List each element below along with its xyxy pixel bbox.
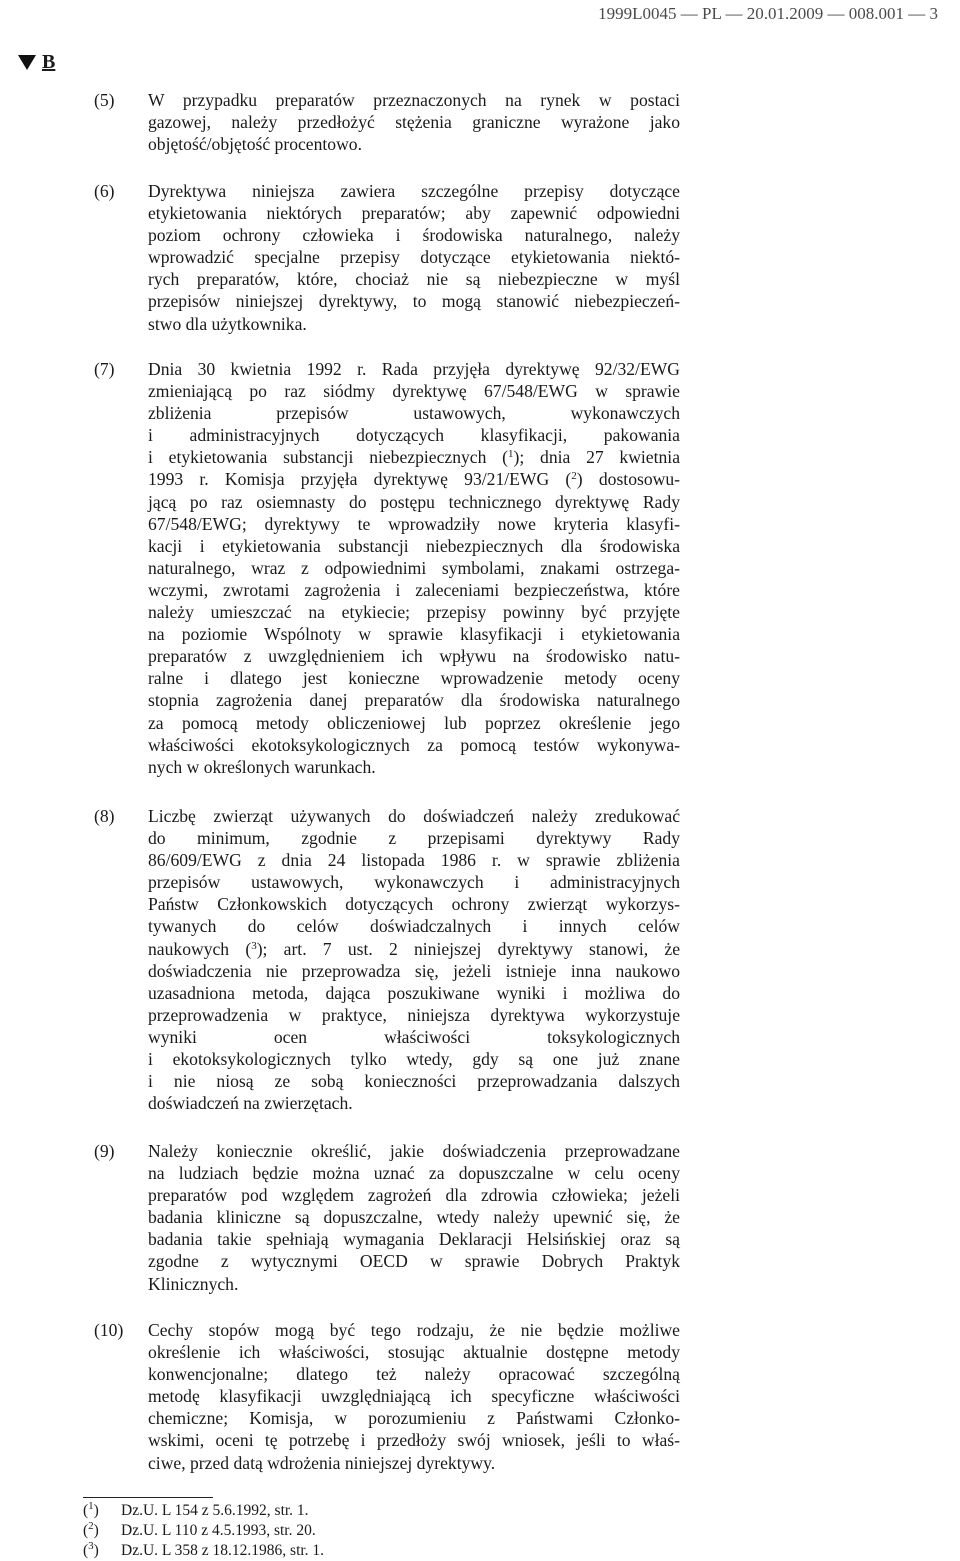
footnote-text: Dz.U. L 110 z 4.5.1993, str. 20. [121,1522,316,1539]
text-line: przepisów niniejszej dyrektywy, to mogą stanowić niebezpieczeń- [148,291,680,312]
text-fragment: ); dnia 27 kwietnia [513,447,680,468]
recital-text [148,89,680,155]
text-line: ciwe, przed datą wdrożenia niniejszej dyrektywy. [148,1452,496,1473]
text-line: 86/609/EWG z dnia 24 listopada 1986 r. w sprawie zbliżenia [148,850,680,871]
text-line: W przypadku preparatów przeznaczonych na rynek w postaci [148,90,680,110]
footnote-divider [83,1497,213,1498]
text-line: uzasadniona metoda, dająca poszukiwane wyniki i możliwa do [148,982,680,1003]
text-line: wprowadzić specjalne przepisy dotyczące etykietowania niektó- [148,247,680,268]
text-line: wyniki ocen właściwości toksykologicznych [148,1026,680,1047]
text-line: Liczbę zwierząt używanych do doświadczeń należy zredukować [148,806,680,826]
text-line: Państw Członkowskich dotyczących ochrony zwierząt wykorzys- [148,894,680,915]
recital-text [148,180,680,335]
text-line: tywanych do celów doświadczalnych i innych celów [148,916,680,937]
text-line: preparatów pod względem zagrożeń dla zdrowia człowieka; jeżeli [148,1185,680,1206]
text-line: wczymi, zwrotami zagrożenia i zaleceniami bezpieczeństwa, które [148,579,680,600]
text-line: na poziomie Wspólnoty w sprawie klasyfikacji i etykietowania [148,624,680,645]
text-fragment: i etykietowania substancji niebezpiecznych ( [148,447,509,468]
text-line: naturalnego, wraz z odpowiednimi symbolami, znakami ostrzega- [148,557,680,578]
recital-text [148,805,680,1114]
text-line: chemiczne; Komisja, w porozumieniu z Państwami Członko- [148,1408,680,1429]
text-line: poziom ochrony człowieka i środowiska naturalnego, należy [148,225,680,246]
text-line: etykietowania niektórych preparatów; aby zapewnić odpowiedni [148,203,680,224]
footnote-number: ($^3$) [83,1540,99,1559]
text-fragment: ) dostosowu- [576,469,681,490]
recital-9 [94,1140,680,1295]
text-line: na ludziach będzie można uznać za dopuszczalne w celu oceny [148,1163,680,1184]
amendment-marker [18,52,55,72]
text-line: 67/548/EWG; dyrektywy te wprowadziły nowe kryteria klasyfi- [148,513,680,534]
text-line: wskimi, oceni tę potrzebę i przedłoży swój wniosek, jeśli to właś- [148,1430,680,1451]
text-line: Należy koniecznie określić, jakie doświadczenia przeprowadzane [148,1141,680,1161]
recital-text [148,1140,680,1295]
text-line: Dnia 30 kwietnia 1992 r. Rada przyjęła dyrektywę 92/32/EWG [148,359,680,379]
text-line: Dyrektywa niniejsza zawiera szczególne przepisy dotyczące [148,181,680,201]
text-line: i nie niosą ze sobą konieczności przeprowadzania dalszych [148,1071,680,1092]
text-line: właściwości ekotoksykologicznych za pomocą testów wykonywa- [148,734,680,755]
document-reference-header: 1999L0045 — PL — 20.01.2009 — 008.001 — 3 [598,4,938,23]
text-line: ralne i dlatego jest konieczne wprowadzenie metody oceny [148,668,680,689]
text-line: zmieniającą po raz siódmy dyrektywę 67/548/EWG w sprawie [148,381,680,402]
footnote-item [83,1521,324,1541]
footnote-number: ($^1$) [83,1500,99,1519]
text-line: przeprowadzenia w praktyce, niniejsza dyrektywa wykorzystuje [148,1004,680,1025]
text-line: do minimum, zgodnie z przepisami dyrektywy Rady [148,828,680,849]
text-line: doświadczenia nie przeprowadza się, jeżeli istnieje inna naukowo [148,960,680,981]
text-line: przepisów ustawowych, wykonawczych i administracyjnych [148,872,680,893]
text-line: nych w określonych warunkach. [148,756,376,777]
text-line: rych preparatów, które, chociaż nie są niebezpieczne w myśl [148,269,680,290]
text-line: gazowej, należy przedłożyć stężenia graniczne wyrażone jako [148,112,680,133]
text-line: stwo dla użytkownika. [148,313,307,334]
recital-number: (9) [94,1141,115,1161]
recital-number: (5) [94,90,115,110]
recital-number: (8) [94,806,115,826]
text-line: za pomocą metody obliczeniowej lub poprzez określenie jego [148,712,680,733]
text-line: preparatów z uwzględnieniem ich wpływu na środowisko natu- [148,646,680,667]
amendment-letter-link[interactable]: B [42,51,56,73]
footnote-text: Dz.U. L 358 z 18.12.1986, str. 1. [121,1542,325,1559]
text-line: zgodne z wytycznymi OECD w sprawie Dobrych Praktyk [148,1251,680,1272]
text-line [148,446,680,468]
text-fragment: naukowych ( [148,938,252,959]
text-line: określenie ich właściwości, stosując aktualnie dostępne metody [148,1342,680,1363]
footnote-text: Dz.U. L 154 z 5.6.1992, str. 1. [121,1502,309,1519]
recital-number: (7) [94,359,115,379]
text-line: konwencjonalne; dlatego też należy opracować szczególną [148,1364,680,1385]
text-line: i administracyjnych dotyczących klasyfikacji, pakowania [148,425,680,446]
footnote-marker: 3 [88,1540,94,1552]
footnote-ref[interactable]: 3 [251,939,257,952]
text-line: zbliżenia przepisów ustawowych, wykonawczych [148,403,680,424]
footnote-ref[interactable]: 1 [508,448,514,461]
footnotes [83,1501,324,1561]
footnote-marker: 2 [88,1520,94,1532]
footnote-item [83,1541,324,1561]
text-line: stopnia zagrożenia danej preparatów dla środowiska naturalnego [148,690,680,711]
text-line: objętość/objętość procentowo. [148,134,363,155]
text-line: Klinicznych. [148,1273,239,1294]
recital-5 [94,89,680,155]
text-line: i ekotoksykologicznych tylko wtedy, gdy są one już znane [148,1049,680,1070]
text-line: jącą po raz osiemnasty do postępu technicznego dyrektywę Rady [148,491,680,512]
text-line [148,938,680,960]
recital-10 [94,1319,680,1474]
text-line: badania kliniczne są dopuszczalne, wtedy należy upewnić się, że [148,1207,680,1228]
text-line: metodę klasyfikacji uwzględniającą ich specyficzne właściwości [148,1386,680,1407]
text-line: Cechy stopów mogą być tego rodzaju, że nie będzie możliwe [148,1320,680,1340]
text-fragment: ); art. 7 ust. 2 niniejszej dyrektywy stanowi, że [256,938,680,959]
recital-6 [94,180,680,335]
recital-number: (10) [94,1320,124,1340]
text-line [148,468,680,490]
recital-8 [94,805,680,1114]
recital-7 [94,358,680,778]
recital-number: (6) [94,181,115,201]
text-line: badania takie spełniają wymagania Deklaracji Helsińskiej oraz są [148,1229,680,1250]
text-fragment: 1993 r. Komisja przyjęła dyrektywę 93/21/EWG ( [148,469,572,490]
triangle-down-icon [18,55,36,70]
footnote-ref[interactable]: 2 [571,470,577,483]
footnote-item [83,1501,324,1521]
recital-text [148,1319,680,1474]
footnote-number: ($^2$) [83,1520,99,1539]
text-line: doświadczeń na zwierzętach. [148,1093,353,1114]
recital-text [148,358,680,778]
text-line: kacji i etykietowania substancji niebezpiecznych dla środowiska [148,535,680,556]
footnote-marker: 1 [88,1500,94,1512]
text-line: należy umieszczać na etykiecie; przepisy powinny być przyjęte [148,602,680,623]
